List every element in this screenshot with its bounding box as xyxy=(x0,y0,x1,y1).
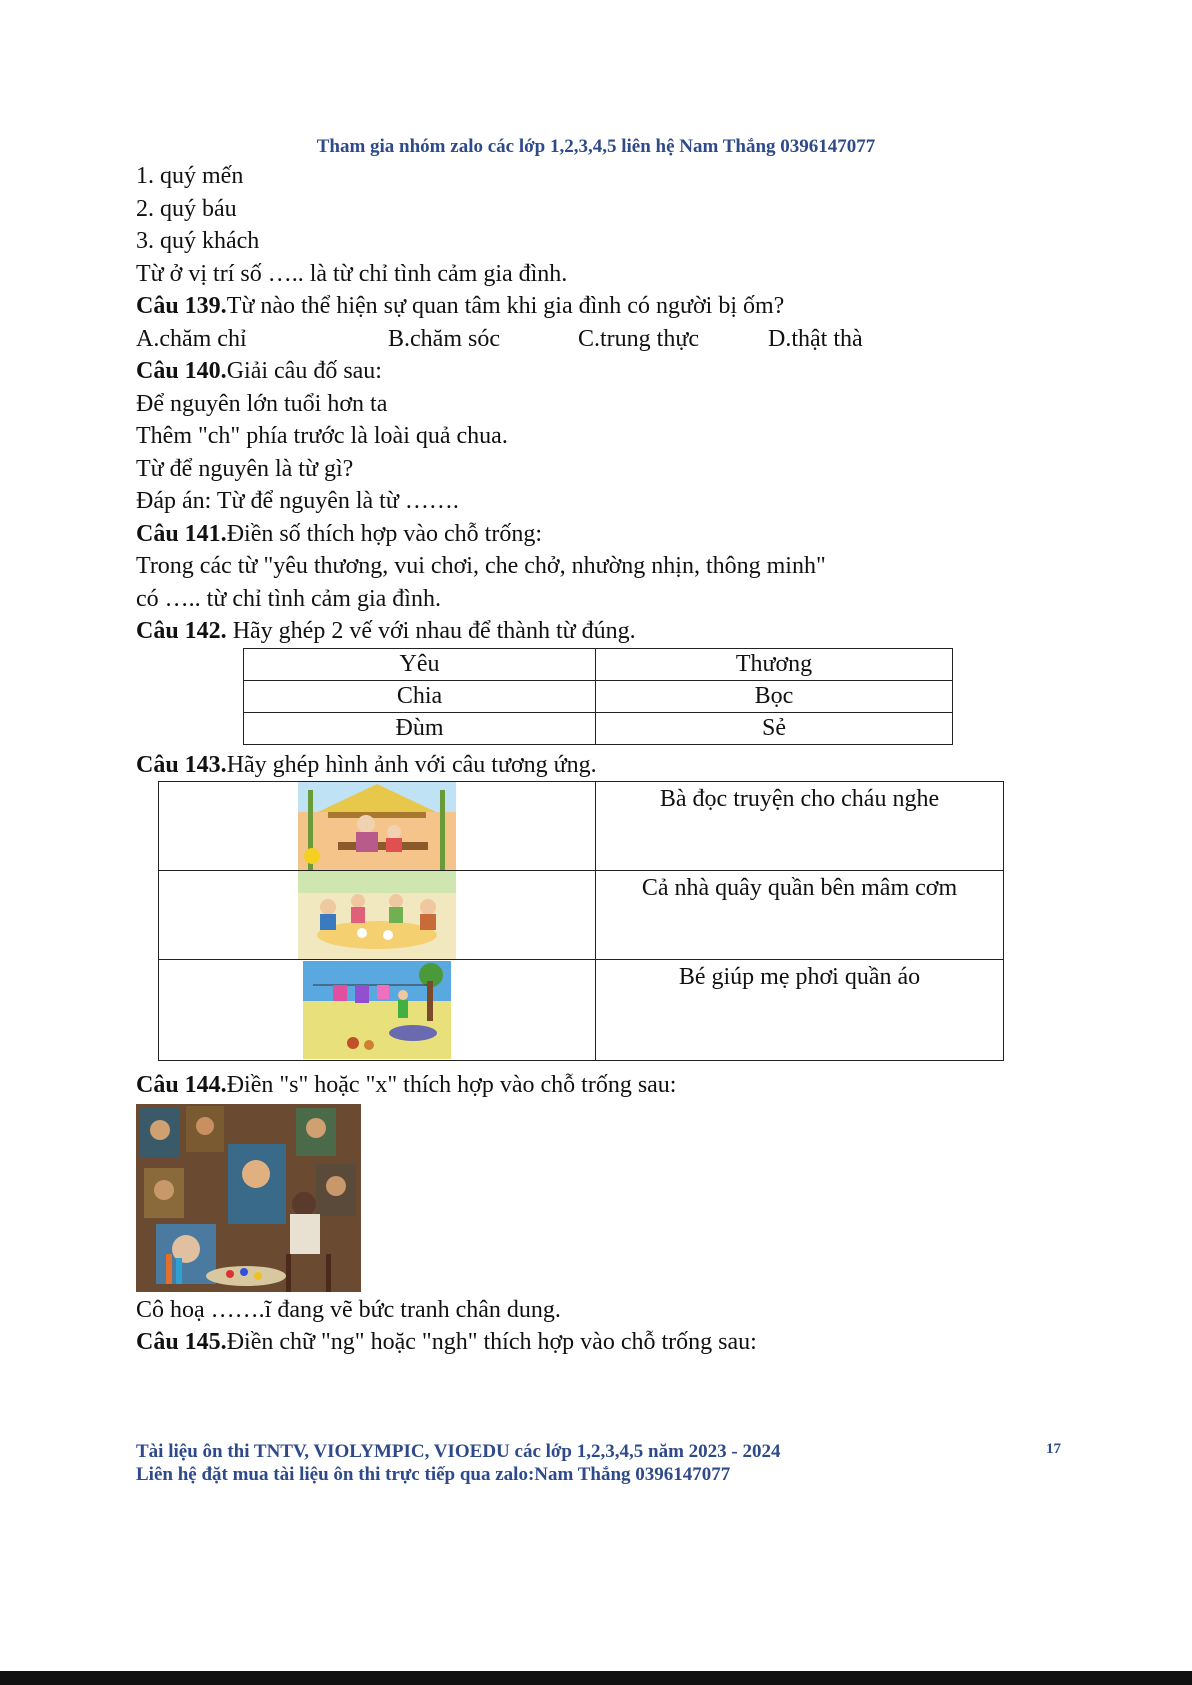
question-139 xyxy=(136,290,1056,323)
painter-portrait-image xyxy=(136,1104,361,1292)
question-143 xyxy=(136,749,597,782)
question-144 xyxy=(136,1069,1056,1102)
text-line: Từ ở vị trí số ….. là từ chỉ tình cảm gia đình. xyxy=(136,260,568,287)
question-text: Từ nào thể hiện sự quan tâm khi gia đình có người bị ốm? xyxy=(226,293,785,319)
family-meal-illustration xyxy=(298,871,456,959)
content-bottom xyxy=(136,1069,1056,1359)
question-141 xyxy=(136,518,1056,551)
hanging-laundry-illustration xyxy=(303,961,451,1059)
riddle-line: Để nguyên lớn tuổi hơn ta xyxy=(136,390,388,417)
question-text: Hãy ghép hình ảnh với câu tương ứng. xyxy=(226,752,597,778)
question-139-options xyxy=(136,323,1056,356)
page-number: 17 xyxy=(1046,1441,1061,1457)
answer-line: Đáp án: Từ để nguyên là từ ……. xyxy=(136,488,459,514)
image-cell xyxy=(159,871,596,960)
question-label: Câu 143. xyxy=(136,752,227,778)
table-row xyxy=(159,871,1004,960)
text-line: 2. quý báu xyxy=(136,195,237,222)
table-row xyxy=(159,960,1004,1061)
matching-table-142 xyxy=(243,648,953,745)
matching-table-143 xyxy=(158,781,1004,1061)
caption-cell: Bé giúp mẹ phơi quần áo xyxy=(596,960,1004,1061)
table-cell: Sẻ xyxy=(596,713,953,745)
riddle-line: Thêm "ch" phía trước là loài quả chua. xyxy=(136,423,508,449)
page-footer xyxy=(136,1440,780,1486)
table-row xyxy=(244,649,953,681)
text-line: Trong các từ "yêu thương, vui chơi, che chở, nhường nhịn, thông minh" xyxy=(136,553,826,579)
table-cell: Đùm xyxy=(244,713,596,745)
option-a[interactable]: A.chăm chỉ xyxy=(136,325,247,352)
question-text: Điền số thích hợp vào chỗ trống: xyxy=(226,520,542,547)
table-row xyxy=(244,713,953,745)
question-label: Câu 140. xyxy=(136,358,227,384)
table-cell: Thương xyxy=(596,649,953,681)
question-text: Hãy ghép 2 vế với nhau để thành từ đúng. xyxy=(226,618,636,644)
table-cell: Yêu xyxy=(244,649,596,681)
page-header: Tham gia nhóm zalo các lớp 1,2,3,4,5 liên hệ Nam Thắng 0396147077 xyxy=(316,136,876,157)
table-cell: Chia xyxy=(244,681,596,713)
sentence-line: Cô hoạ …….ĩ đang vẽ bức tranh chân dung. xyxy=(136,1296,561,1323)
text-line: có ….. từ chỉ tình cảm gia đình. xyxy=(136,585,441,612)
option-b[interactable]: B.chăm sóc xyxy=(388,325,500,352)
table-cell: Bọc xyxy=(596,681,953,713)
table-row xyxy=(159,782,1004,871)
question-label: Câu 139. xyxy=(136,293,227,319)
text-line: 3. quý khách xyxy=(136,228,260,254)
content-top xyxy=(136,160,1056,648)
question-label: Câu 144. xyxy=(136,1072,227,1098)
footer-line-1: Tài liệu ôn thi TNTV, VIOLYMPIC, VIOEDU các lớp 1,2,3,4,5 năm 2023 - 2024 xyxy=(136,1441,781,1462)
grandma-reading-illustration xyxy=(298,782,456,870)
footer-line-2: Liên hệ đặt mua tài liệu ôn thi trực tiếp qua zalo:Nam Thắng 0396147077 xyxy=(136,1464,731,1485)
question-140 xyxy=(136,355,1056,388)
question-label: Câu 141. xyxy=(136,520,227,547)
text-line: 1. quý mến xyxy=(136,163,244,189)
table-row xyxy=(244,681,953,713)
question-145 xyxy=(136,1326,1056,1359)
question-label: Câu 145. xyxy=(136,1329,227,1355)
bottom-bar xyxy=(0,1671,1192,1685)
image-cell xyxy=(159,782,596,871)
caption-cell: Bà đọc truyện cho cháu nghe xyxy=(596,782,1004,871)
question-text: Giải câu đố sau: xyxy=(226,358,382,384)
option-c[interactable]: C.trung thực xyxy=(578,325,699,352)
question-label: Câu 142. xyxy=(136,618,227,644)
image-cell xyxy=(159,960,596,1061)
option-d[interactable]: D.thật thà xyxy=(768,325,863,352)
question-142 xyxy=(136,615,1056,648)
question-text: Điền chữ "ng" hoặc "ngh" thích hợp vào chỗ trống sau: xyxy=(226,1329,757,1355)
caption-cell: Cả nhà quây quần bên mâm cơm xyxy=(596,871,1004,960)
riddle-line: Từ để nguyên là từ gì? xyxy=(136,455,354,482)
question-text: Điền "s" hoặc "x" thích hợp vào chỗ trống sau: xyxy=(226,1072,677,1098)
